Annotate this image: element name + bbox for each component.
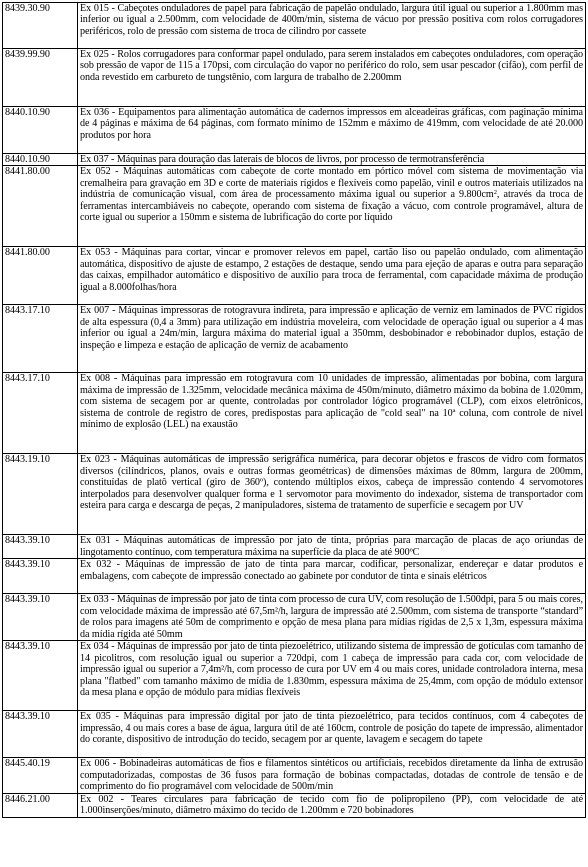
ex-description-text: Ex 052 - Máquinas automáticas com cabeçote de corte montado em pórtico móvel com sistema de movimentação via cremalheira para gravação em 3D e corte de materiais rígidos e flexíveis como papelão, vinil e outros materiais utilizados na indústria de comunicação visual, com área de processamento máxima igual ou superior a $9.800cm^2$, através da troca de ferramentas intercambiáveis no cabeçote, operando com sistema de fixação a vácuo, com controle programável, altura de corte igual ou superior a 150mm e sistema de lubrificação do corte por líquido (80, 166, 583, 224)
ncm-code-cell: 8446.21.00 (3, 793, 78, 817)
ncm-code-cell: 8441.80.00 (3, 247, 78, 305)
ex-description-text: Ex 032 - Máquinas de impressão de jato de tinta para marcar, codificar, personalizar, endereçar e datar produtos e embalagens, com cabeçote de impressão conectado ao gabinete por condutor de tinta e sinais elétricos (80, 559, 583, 582)
table-row (3, 711, 586, 758)
ex-description-text: Ex 034 - Máquinas de impressão por jato de tinta piezoelétrico, utilizando sistema de impressão de gotículas com tamanho de 14 picolitros, com resolução igual ou superior a 720dpi, com 1 cabeça de impressão para cada cor, com velocidade de impressão igual ou superior a 7,4m²/h, com processo de cura por UV em 4 ou mais cores, unidade controladora interna, mesa plana "flatbed" com tamanho máximo de mídia de 1.830mm, espessura máxima de 25,4mm, com opção de módulo extensor da mesa plana e opção de módulo para mídias flexíveis (80, 641, 583, 699)
ncm-code-cell: 8441.80.00 (3, 166, 78, 247)
ex-description-text: Ex 008 - Máquinas para impressão em rotogravura com 10 unidades de impressão, alimentadas por bobina, com largura máxima de impressão de 1.325mm, velocidade mecânica máxima de 450m/minuto, diâmetro máximo da bobina de 1.020mm, com sistema de secagem por ar quente, controladas por controlador lógico programável (CLP), com eixos eletrônicos, sistema de controle de registro de cores, predispostas para aplicação de "cold seal" na 10ª coluna, com controle de nível mínimo de explosão (LEL) na exaustão (80, 373, 583, 431)
table-row (3, 166, 586, 247)
ex-description-text: Ex 007 - Máquinas impressoras de rotogravura indireta, para impressão e aplicação de verniz em laminados de PVC rígidos de alta espessura (0,4 a 3mm) para utilização em indústria moveleira, com velocidade de operação igual ou superior a 4 mas inferior ou igual a 24m/min, largura máxima do material igual a 350mm, desbobinador e rebobinador duplos, estação de inspeção e limpeza e estação de aplicação de verniz de acabamento (80, 305, 583, 351)
table-row (3, 641, 586, 711)
ex-description-cell (78, 49, 586, 107)
ex-description-text: Ex 053 - Máquinas para cortar, vincar e promover relevos em papel, cartão liso ou papelão ondulado, com alimentação automática, dispositivo de ajuste de estampo, 2 estações de destaque, sendo uma para ejeção de aparas e outra para separação das caixas, empilhador automático e dispositivo de auxílio para troca de ferramental, com capacidade máxima de produção igual a 8.000folhas/hora (80, 247, 583, 293)
ncm-code-cell: 8443.17.10 (3, 305, 78, 373)
table-row (3, 49, 586, 107)
ncm-code-cell: 8440.10.90 (3, 107, 78, 154)
ex-description-text: Ex 031 - Máquinas automáticas de impressão por jato de tinta, próprias para marcação de placas de aço oriundas de lingotamento contínuo, com temperatura máxima na superfície da placa de até 900ºC (80, 535, 583, 558)
ncm-code-cell: 8443.17.10 (3, 373, 78, 454)
ncm-code-cell: 8440.10.90 (3, 154, 78, 166)
ex-description-cell (78, 305, 586, 373)
ex-description-text: Ex 023 - Máquinas automáticas de impressão serigráfica numérica, para decorar objetos e frascos de vidro com formatos diversos (cilíndricos, planos, ovais e outras formas geométricas) de dimensões máximas de 80mm, largura de 200mm, constituídas de platô vertical (giro de 360º), contendo múltiplos eixos, cabeça de impressão contendo 4 servomotores interpolados para desenvolver qualquer forma e 1 servomotor para movimento do indexador, sistema de transportador com esteira para carga e descarga de peças, 2 manipuladores, sistema de tratamento de superfície e secagem por UV (80, 454, 583, 512)
ex-description-cell (78, 559, 586, 594)
ex-description-text: Ex 015 - Cabeçotes onduladores de papel para fabricação de papelão ondulado, largura útil igual ou superior a 1.800mm mas inferior ou igual a 2.500mm, com velocidade de 400m/min, sistema de vácuo por pressão positiva com rolos corrugadores periféricos, rolo de pressão com sistema de troca de cilindro por cassete (80, 3, 583, 37)
ncm-code-cell: 8439.99.90 (3, 49, 78, 107)
ex-description-text: Ex 025 - Rolos corrugadores para conformar papel ondulado, para serem instalados em cabeçotes onduladores, com operação sob pressão de vapor de 115 a 170psi, com circulação do vapor no periférico do rolo, sem usar pescador (cifão), com perfil de onda revestido em carbureto de tungstênio, com largura de trabalho de 2.200mm (80, 49, 583, 83)
ex-description-cell (78, 711, 586, 758)
ex-description-text: Ex 006 - Bobinadeiras automáticas de fios e filamentos sintéticos ou artificiais, recebidos diretamente da linha de extrusão computadorizadas, compostas de 36 fusos para formação de bobinas compactadas, dotadas de controle de tensão e de comprimento do fio programável com velocidade de 500m/min (80, 758, 583, 793)
ex-description-cell (78, 247, 586, 305)
ex-description-cell (78, 535, 586, 559)
table-row (3, 594, 586, 641)
table-row (3, 559, 586, 594)
ex-description-text: Ex 002 - Teares circulares para fabricação de tecido com fio de polipropileno (PP), com velocidade de até 1.000inserções/minuto, diâmetro máximo do tecido de 1.200mm e 720 bobinadores (80, 793, 583, 817)
table-row (3, 154, 586, 166)
ncm-code-cell: 8439.30.90 (3, 3, 78, 49)
ex-description-cell (78, 758, 586, 793)
ex-description-cell (78, 154, 586, 166)
ex-description-cell (78, 454, 586, 535)
ncm-code-cell: 8445.40.19 (3, 758, 78, 793)
ncm-code-cell: 8443.39.10 (3, 711, 78, 758)
ex-description-cell (78, 373, 586, 454)
ncm-code-cell: 8443.39.10 (3, 641, 78, 711)
table-row (3, 454, 586, 535)
table-row (3, 793, 586, 817)
table-row (3, 3, 586, 49)
ex-description-cell (78, 3, 586, 49)
ncm-code-cell: 8443.39.10 (3, 559, 78, 594)
ex-description-cell (78, 641, 586, 711)
ncm-code-cell: 8443.39.10 (3, 594, 78, 641)
ex-description-cell (78, 166, 586, 247)
ex-tariff-table (2, 2, 586, 818)
table-row (3, 758, 586, 793)
table-row (3, 535, 586, 559)
ex-description-cell (78, 107, 586, 154)
table-row (3, 247, 586, 305)
table-row (3, 107, 586, 154)
table-row (3, 305, 586, 373)
table-row (3, 373, 586, 454)
ex-description-text: Ex 035 - Máquinas para impressão digital por jato de tinta piezoelétrico, para tecidos contínuos, com 4 cabeçotes de impressão, 4 ou mais cores a base de água, largura útil de até 160cm, controle de posição do tapete de impressão, alimentador do corante, dispositivo de introdução do tecido, secagem por ar quente, lavagem e secagem do tapete (80, 711, 583, 746)
table-body (3, 3, 586, 818)
ex-description-cell (78, 793, 586, 817)
ex-description-text: Ex 033 - Máquinas de impressão por jato de tinta com processo de cura UV, com resolução de 1.500dpi, para 5 ou mais cores, com velocidade máxima de impressão até 67,5m²/h, largura de impressão até 2.500mm, com sistema de transporte “standard” de rolos para imagens até 50m de comprimento e opção de mesa plana para mídias rígidas de 2,5 x 1,3m, espessura máxima da mídia rígida até 50mm (80, 594, 583, 640)
ex-description-text: Ex 037 - Máquinas para douração das laterais de blocos de livros, por processo de termotransferência (80, 154, 485, 165)
ex-description-text: Ex 036 - Equipamentos para alimentação automática de cadernos impressos em alceadeiras gráficas, com paginação mínima de 4 páginas e máxima de 64 páginas, com formato mínimo de 152mm e máximo de 419mm, com velocidade de até 20.000 produtos por hora (80, 107, 583, 141)
ex-description-cell (78, 594, 586, 641)
ncm-code-cell: 8443.19.10 (3, 454, 78, 535)
ncm-code-cell: 8443.39.10 (3, 535, 78, 559)
